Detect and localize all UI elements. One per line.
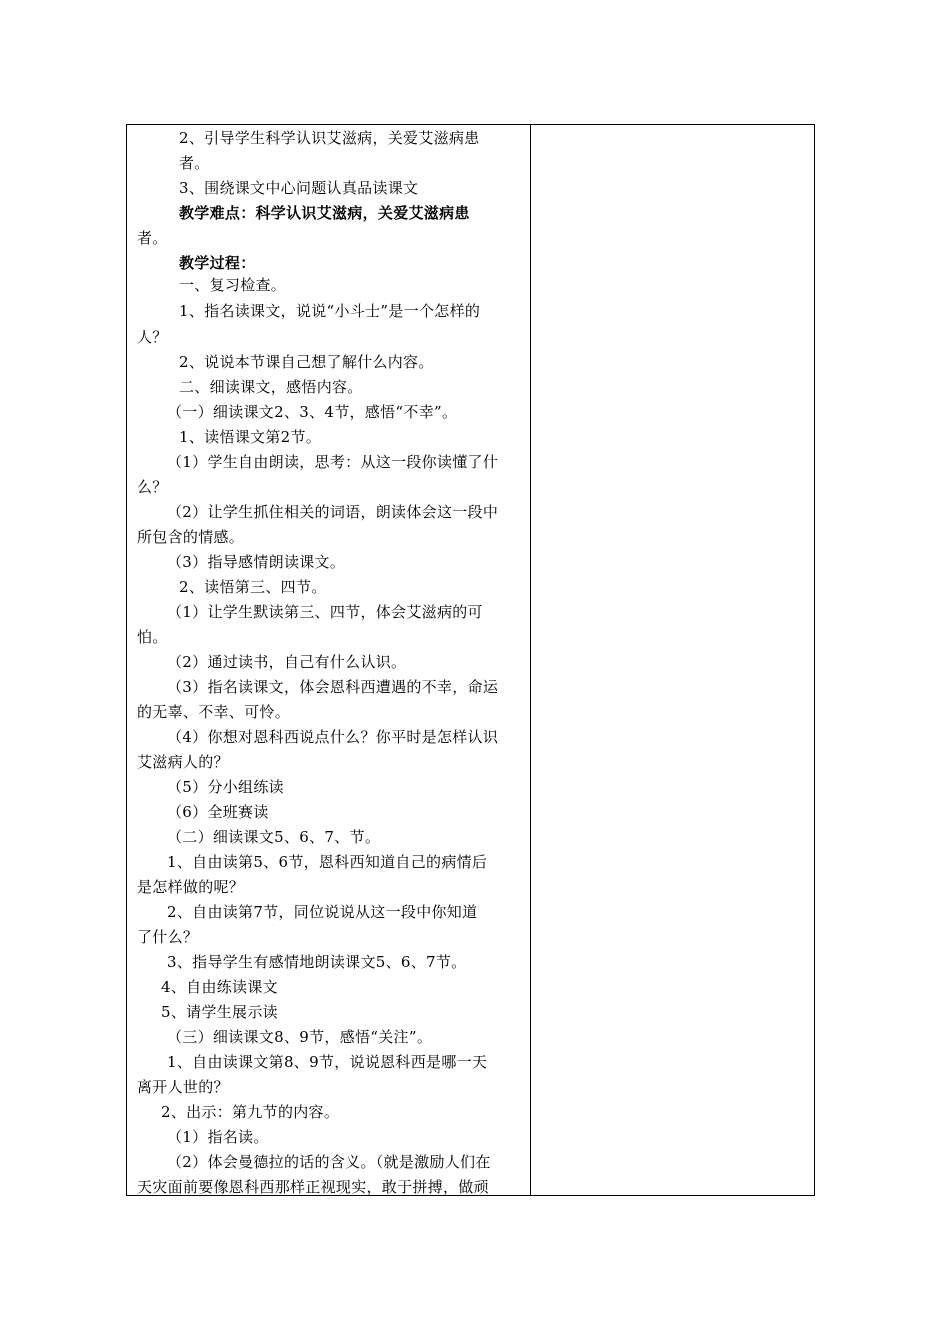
text-line: 2、说说本节课自己想了解什么内容。 [179, 353, 434, 371]
text-line-heading: 教学难点：科学认识艾滋病，关爱艾滋病患 [179, 204, 470, 222]
text-line: 天灾面前要像恩科西那样正视现实，敢于拼搏，做顽 [137, 1178, 489, 1195]
text-line: （1）指名读。 [167, 1128, 269, 1146]
text-line: 艾滋病人的？ [137, 753, 229, 771]
lesson-table [126, 124, 815, 1196]
text-line: 2、引导学生科学认识艾滋病，关爱艾滋病患 [179, 129, 480, 147]
text-line: （一）细读课文2、3、4节，感悟“不幸”。 [167, 403, 458, 421]
text-line: 2、出示：第九节的内容。 [161, 1103, 340, 1121]
notes-cell [531, 125, 814, 1195]
text-line: （2）通过读书，自己有什么认识。 [167, 653, 407, 671]
text-line: 了什么？ [137, 928, 199, 946]
text-line: （4）你想对恩科西说点什么？你平时是怎样认识 [167, 728, 499, 746]
text-line: 人？ [137, 328, 168, 346]
text-line: （3）指名读课文，体会恩科西遭遇的不幸，命运 [167, 678, 499, 696]
text-line: 1、自由读课文第8、9节，说说恩科西是哪一天 [167, 1053, 488, 1071]
text-line: （5）分小组练读 [167, 778, 284, 796]
text-line: 2、自由读第7节，同位说说从这一段中你知道 [167, 903, 478, 921]
text-line: 2、读悟第三、四节。 [179, 578, 327, 596]
text-line: 怕。 [137, 628, 168, 646]
text-line: 1、指名读课文，说说“小斗士”是一个怎样的 [179, 302, 481, 320]
text-line: 离开人世的？ [137, 1078, 229, 1096]
text-line: （二）细读课文5、6、7、节。 [167, 828, 381, 846]
text-line: （2）让学生抓住相关的词语，朗读体会这一段中 [167, 503, 499, 521]
lesson-content-cell [127, 125, 530, 1195]
text-line: 二、细读课文，感悟内容。 [179, 378, 363, 396]
text-line: 所包含的情感。 [137, 528, 245, 546]
text-line: 5、请学生展示读 [161, 1003, 278, 1021]
text-line: （1）让学生默读第三、四节，体会艾滋病的可 [167, 603, 483, 621]
text-line: 的无辜、不幸、可怜。 [137, 703, 291, 721]
text-line: 者。 [179, 154, 210, 172]
text-line: 3、围绕课文中心问题认真品读课文 [179, 179, 419, 197]
text-line: 者。 [137, 229, 168, 247]
text-line: （三）细读课文8、9节，感悟“关注”。 [167, 1028, 433, 1046]
text-line: 4、自由练读课文 [161, 978, 278, 996]
text-line: 一、复习检查。 [179, 276, 287, 294]
text-line: （1）学生自由朗读，思考：从这一段你读懂了什 [167, 453, 499, 471]
text-line: 3、指导学生有感情地朗读课文5、6、7节。 [167, 953, 467, 971]
text-line: （6）全班赛读 [167, 803, 269, 821]
text-line-heading: 教学过程： [179, 254, 256, 272]
text-line: （2）体会曼德拉的话的含义。（就是激励人们在 [167, 1153, 491, 1171]
text-line: （3）指导感情朗读课文。 [167, 553, 346, 571]
text-line: 1、自由读第5、6节，恩科西知道自己的病情后 [167, 853, 488, 871]
text-line: 1、读悟课文第2节。 [179, 428, 322, 446]
text-line: 么？ [137, 478, 168, 496]
text-line: 是怎样做的呢？ [137, 878, 245, 896]
